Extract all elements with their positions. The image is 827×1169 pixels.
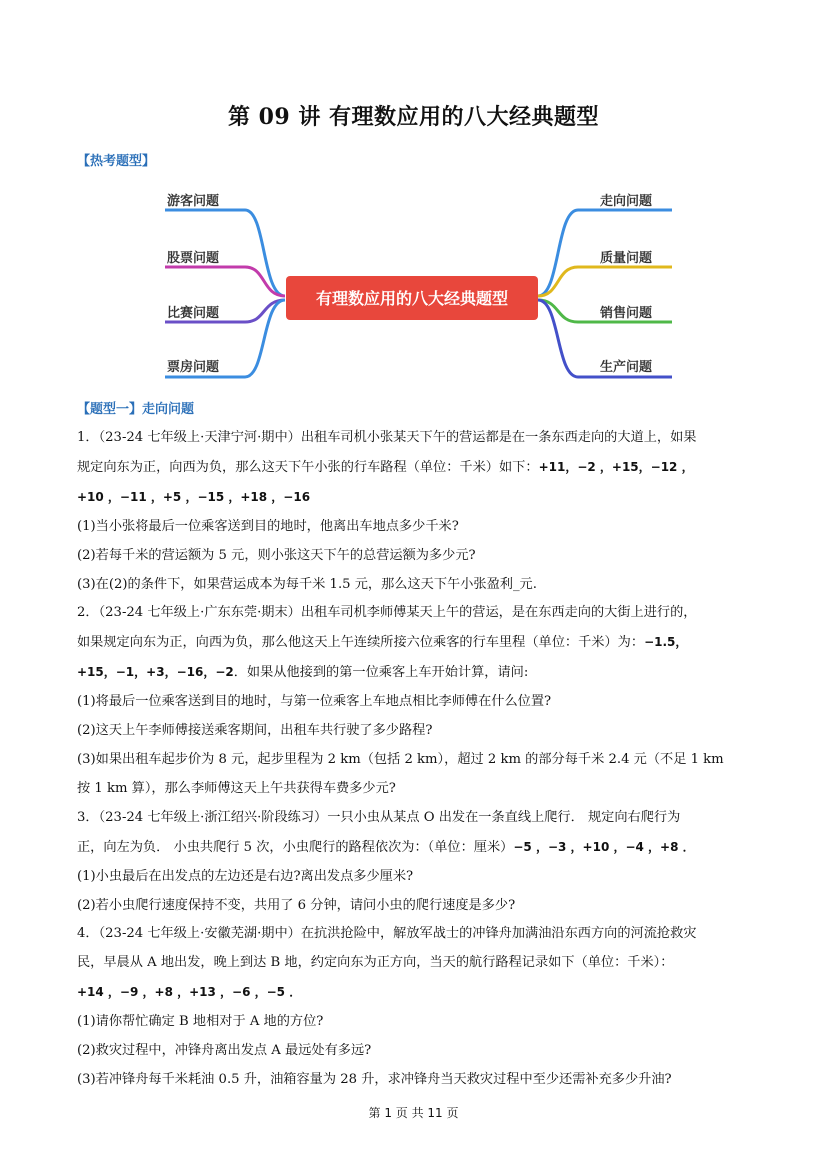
q4-numbers: +14 ，−9 ，+8 ，+13 ，−6 ，−5 ． [77,985,302,1000]
q4-sub1: (1)请你帮忙确定 B 地相对于 A 地的方位? [77,1014,324,1030]
q4-sub3: (3)若冲锋舟每千米耗油 0.5 升，油箱容量为 28 升，求冲锋舟当天救灾过程中至少还需补充多少升油? [77,1071,672,1087]
mindmap-node-tourist: 游客问题 [167,194,220,209]
q1-line3: +10 ，−11 ，+5 ，−15 ，+18 ，−16 [77,489,311,504]
mind-map [0,170,827,390]
page-title: 第 09 讲 有理数应用的八大经典题型 [227,104,600,130]
q1-sub2: (2)若每千米的营运额为 5 元，则小张这天下午的总营运额为多少元? [77,547,476,563]
mindmap-node-boxoffice: 票房问题 [167,360,220,375]
mindmap-node-match: 比赛问题 [167,306,220,321]
page-footer: 第 1 页 共 11 页 [368,1106,459,1120]
mindmap-node-production: 生产问题 [600,360,653,375]
mindmap-node-stock: 股票问题 [167,251,220,266]
section-heading-direction: 【题型一】走向问题 [77,402,195,417]
q2-sub3b: 按 1 km 算），那么李师傅这天上午共获得车费多少元? [77,780,396,796]
q1-line1: 1．（23-24 七年级上·天津宁河·期中）出租车司机小张某天下午的营运都是在一条东西走向的大道上，如果 [77,430,697,445]
question-list [77,424,753,1095]
q2-sub3a: (3)如果出租车起步价为 8 元，起步里程为 2 km（包括 2 km），超过 2 km 的部分每千米 2.4 元（不足 1 km [77,751,724,767]
mindmap-center-label: 有理数应用的八大经典题型 [315,289,509,308]
mindmap-branch-right-2 [538,267,672,296]
hot-topics-tag: 【热考题型】 [77,154,156,169]
mindmap-node-direction: 走向问题 [600,194,653,209]
q1-sub1: (1)当小张将最后一位乘客送到目的地时，他离出车地点多少千米? [77,518,459,534]
q3-sub1: (1)小虫最后在出发点的左边还是右边?离出发点多少厘米? [77,868,414,884]
q3-line1: 3．（23-24 七年级上·浙江绍兴·阶段练习）一只小虫从某点 O 出发在一条直线上爬行． 规定向右爬行为 [77,809,681,825]
q2-line2: 如果规定向东为正，向西为负，那么他这天上午连续所接六位乘客的行车里程（单位：千米）为：−1.5， [77,635,688,651]
q1-sub3: (3)在(2)的条件下，如果营运成本为每千米 1.5 元，那么这天下午小张盈利_元. [77,576,537,592]
q1-line2: 规定向东为正，向西为负，那么这天下午小张的行车路程（单位：千米）如下：+11，−2 ，+15，−12 ， [77,459,694,475]
q2-sub1: (1)将最后一位乘客送到目的地时，与第一位乘客上车地点相比李师傅在什么位置? [77,694,552,710]
q3-sub2: (2)若小虫爬行速度保持不变，共用了 6 分钟，请问小虫的爬行速度是多少? [77,897,516,913]
q4-line1: 4．（23-24 七年级上·安徽芜湖·期中）在抗洪抢险中，解放军战士的冲锋舟加满油沿东西方向的河流抢救灾 [77,926,697,942]
q3-line2: 正，向左为负． 小虫共爬行 5 次，小虫爬行的路程依次为：（单位：厘米）−5 ，−3 ，+10 ，−4 ，+8 ． [77,839,695,855]
q4-line2: 民，早晨从 A 地出发，晚上到达 B 地，约定向东为正方向，当天的航行路程记录如下（单位：千米）： [77,955,674,971]
mindmap-node-quality: 质量问题 [600,251,653,266]
q2-line1: 2．（23-24 七年级上·广东东莞·期末）出租车司机李师傅某天上午的营运，是在东西走向的大街上进行的， [77,605,697,621]
q2-line3: +15，−1，+3，−16，−2．如果从他接到的第一位乘客上车开始计算，请问: [77,665,529,681]
q4-sub2: (2)救灾过程中，冲锋舟离出发点 A 最远处有多远? [77,1043,372,1059]
mindmap-node-sales: 销售问题 [600,306,653,321]
q2-sub2: (2)这天上午李师傅接送乘客期间，出租车共行驶了多少路程? [77,723,433,739]
